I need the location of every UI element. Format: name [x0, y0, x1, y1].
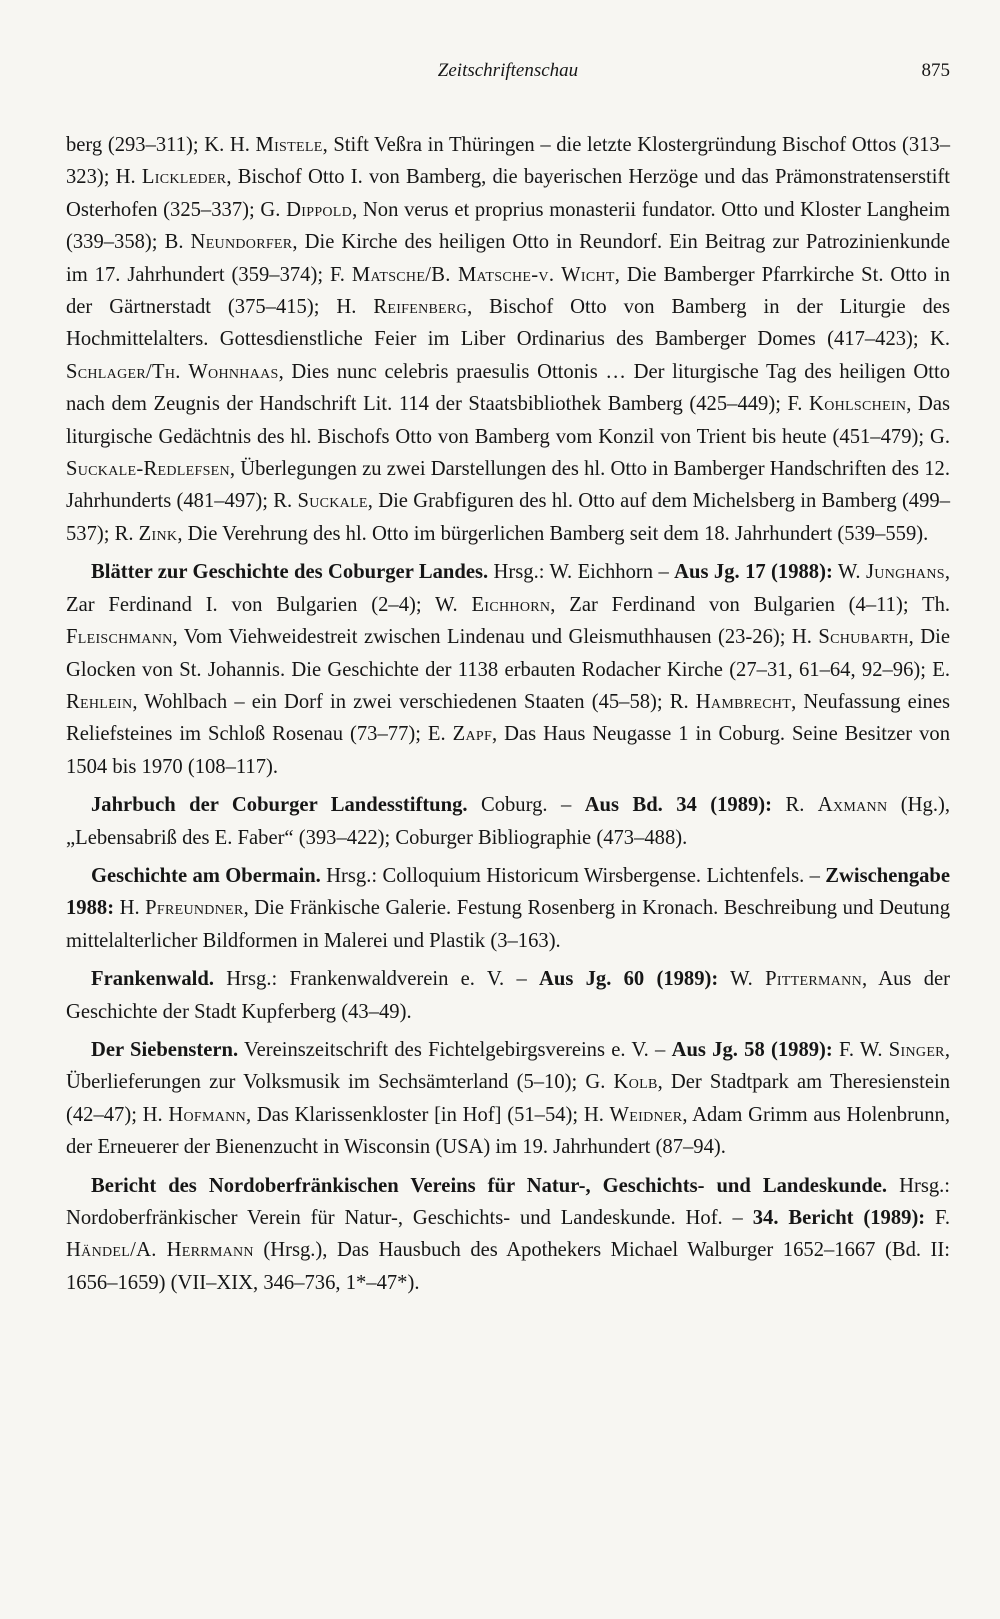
author-name: Rehlein	[66, 690, 133, 713]
journal-title-text: 34. Bericht (1989):	[752, 1207, 926, 1229]
entry-text: , Die Verehrung des hl. Otto im bürgerlichen Bamberg seit dem 18. Jahrhundert (539–559).	[177, 522, 929, 545]
bibliography-entry	[66, 963, 950, 1028]
journal-title-text: Blätter zur Geschichte des Coburger Landes.	[91, 561, 489, 584]
entry-text: Hrsg.: Frankenwaldverein e. V. –	[214, 968, 540, 991]
bibliography-entry	[66, 860, 950, 957]
entry-text: (Hrsg.), Das Hausbuch des Apothekers Michael Walburger 1652–1667 (Bd. II: 1656–1659) (VII–XIX, 346–736, 1*–47*).	[66, 1239, 950, 1294]
author-name: Suckale-Redlefsen	[66, 458, 230, 481]
author-name: Kohlschein	[809, 393, 907, 416]
journal-title-text: Aus Jg. 60 (1989):	[539, 968, 719, 991]
author-name: Zink	[138, 522, 178, 545]
author-name: Kolb	[613, 1071, 658, 1094]
entry-text: , Adam Grimm aus Holenbrunn, der Erneuerer der Bienenzucht in Wisconsin (USA) im 19. Jahrhundert (87–94).	[66, 1103, 950, 1159]
entry-text: H.	[114, 897, 146, 920]
author-name: Dippold	[286, 198, 353, 221]
author-name: Neundorfer	[190, 231, 293, 254]
entry-text: , Wohlbach – ein Dorf in zwei verschiedenen Staaten (45–58); R.	[132, 690, 696, 713]
entry-text: R.	[772, 794, 818, 817]
entry-text: , Überlieferungen zur Volksmusik im Sechsämterland (5–10); G.	[66, 1038, 950, 1094]
journal-title-text: Geschichte am Obermain.	[91, 864, 321, 887]
entry-text: , Bischof Otto von Bamberg in der Liturgie des Hochmittelalters. Gottesdienstliche Feier im Liber Ordinarius des Bamberger Domes (417–423); K.	[66, 296, 950, 351]
entry-text: Hrsg.: W. Eichhorn –	[488, 561, 675, 584]
entry-text: F.	[925, 1207, 950, 1229]
entry-text: , Stift Veßra in Thüringen – die letzte Klostergründung Bischof Ottos (313–323); H.	[66, 134, 951, 189]
entry-text: W.	[718, 968, 766, 991]
journal-section-title: Zeitschriftenschau	[437, 60, 579, 81]
bibliography-entry	[66, 556, 950, 783]
author-name: Händel/A. Herrmann	[66, 1239, 254, 1262]
entry-text: , Zar Ferdinand von Bulgarien (4–11); Th.	[550, 593, 951, 616]
bibliography-entry	[66, 789, 950, 854]
author-name: Schlager/Th. Wohnhaas	[66, 360, 279, 383]
entry-text: F. W.	[832, 1038, 889, 1061]
entry-text: , Bischof Otto I. von Bamberg, die bayerischen Herzöge und das Prämonstratenserstift Osterhofen (325–337); G.	[66, 166, 950, 221]
journal-title-text: Jahrbuch der Coburger Landesstiftung.	[91, 794, 468, 817]
entry-text: , Non verus et proprius monasterii fundator. Otto und Kloster Langheim (339–358); B.	[66, 198, 950, 254]
entry-text: , Die Glocken von St. Johannis. Die Geschichte der 1138 erbauten Rodacher Kirche (27–31, 61–64, 92–96); E.	[66, 626, 950, 681]
running-header	[66, 60, 950, 92]
journal-title-text: Zwischengabe 1988:	[66, 864, 951, 920]
bibliography-body	[66, 129, 950, 1299]
entry-text: Hrsg.: Colloquium Historicum Wirsbergense. Lichtenfels. –	[320, 864, 826, 887]
author-name: Zapf	[452, 723, 493, 746]
entry-text: , Der Stadtpark am Theresienstein (42–47); H.	[66, 1071, 950, 1126]
entry-text: , Das Haus Neugasse 1 in Coburg. Seine Besitzer von 1504 bis 1970 (108–117).	[66, 723, 950, 778]
author-name: Weidner	[609, 1103, 683, 1126]
bibliography-entry	[66, 1034, 950, 1164]
author-name: Pittermann	[765, 968, 862, 991]
entry-text: , Neufassung eines Reliefsteines im Schloß Rosenau (73–77); E.	[66, 690, 950, 746]
journal-title-text: Frankenwald.	[91, 968, 215, 991]
entry-text: Hrsg.: Nordoberfränkischer Verein für Natur-, Geschichts- und Landeskunde. Hof. –	[66, 1174, 950, 1229]
author-name: Junghans	[865, 561, 945, 584]
entry-text: , Die Grabfiguren des hl. Otto auf dem Michelsberg in Bamberg (499–537); R.	[66, 490, 950, 545]
entry-text: , Die Bamberger Pfarrkirche St. Otto in der Gärtnerstadt (375–415); H.	[66, 263, 950, 319]
bibliography-entry	[66, 129, 950, 550]
entry-text: , Dies nunc celebris praesulis Ottonis … Der liturgische Tag des heiligen Otto nach dem Zeugnis der Handschrift Lit. 114 der Staatsbibliothek Bamberg (425–449); F.	[66, 360, 950, 416]
author-name: Suckale	[297, 490, 368, 513]
journal-title-text: Bericht des Nordoberfränkischen Vereins für Natur-, Geschichts- und Landeskunde.	[91, 1174, 888, 1197]
author-name: Mistele	[255, 134, 323, 156]
author-name: Hambrecht	[695, 690, 792, 713]
bibliography-entry	[66, 1170, 950, 1300]
author-name: Hofmann	[168, 1103, 246, 1126]
entry-text: , Die Kirche des heiligen Otto in Reundorf. Ein Beitrag zur Patrozinienkunde im 17. Jahrhundert (359–374); F.	[66, 231, 950, 286]
author-name: Axmann	[817, 794, 888, 817]
entry-text: Coburg. –	[467, 794, 585, 817]
journal-title-text: Aus Bd. 34 (1989):	[584, 794, 773, 817]
author-name: Singer	[888, 1038, 945, 1061]
entry-text: , Überlegungen zu zwei Darstellungen des hl. Otto in Bamberger Handschriften des 12. Jahrhunderts (481–497); R.	[66, 458, 950, 513]
entry-text: berg (293–311); K. H.	[66, 134, 256, 156]
entry-text: , Zar Ferdinand I. von Bulgarien (2–4); W.	[66, 561, 950, 616]
entry-text: W.	[832, 561, 866, 584]
journal-title-text: Der Siebenstern.	[91, 1038, 239, 1061]
author-name: Eichhorn	[471, 593, 551, 616]
entry-text: Vereinszeitschrift des Fichtelgebirgsvereins e. V. –	[238, 1038, 672, 1061]
entry-text: , Das liturgische Gedächtnis des hl. Bischofs Otto von Bamberg vom Konzil von Trient bis heute (451–479); G.	[66, 393, 950, 448]
entry-text: (Hg.), „Lebensabriß des E. Faber“ (393–422); Coburger Bibliographie (473–488).	[66, 794, 950, 849]
entry-text: , Die Fränkische Galerie. Festung Rosenberg in Kronach. Beschreibung und Deutung mittelalterlicher Bildformen in Malerei und Plastik (3–163).	[66, 897, 950, 952]
entry-text: , Aus der Geschichte der Stadt Kupferberg (43–49).	[66, 968, 950, 1023]
author-name: Fleischmann	[66, 626, 173, 649]
author-name: Schubarth	[818, 626, 909, 649]
journal-title-text: Aus Jg. 58 (1989):	[671, 1038, 833, 1061]
journal-title-text: Aus Jg. 17 (1988):	[674, 561, 833, 584]
author-name: Lickleder	[141, 166, 227, 189]
page-number: 875	[921, 60, 950, 81]
author-name: Reifenberg	[373, 296, 468, 319]
author-name: Pfreundner	[145, 897, 244, 920]
entry-text: , Vom Viehweidestreit zwischen Lindenau und Gleismuthhausen (23-26); H.	[172, 626, 819, 649]
author-name: Matsche/B. Matsche-v. Wicht	[351, 263, 615, 286]
entry-text: , Das Klarissenkloster [in Hof] (51–54); H.	[245, 1103, 610, 1126]
